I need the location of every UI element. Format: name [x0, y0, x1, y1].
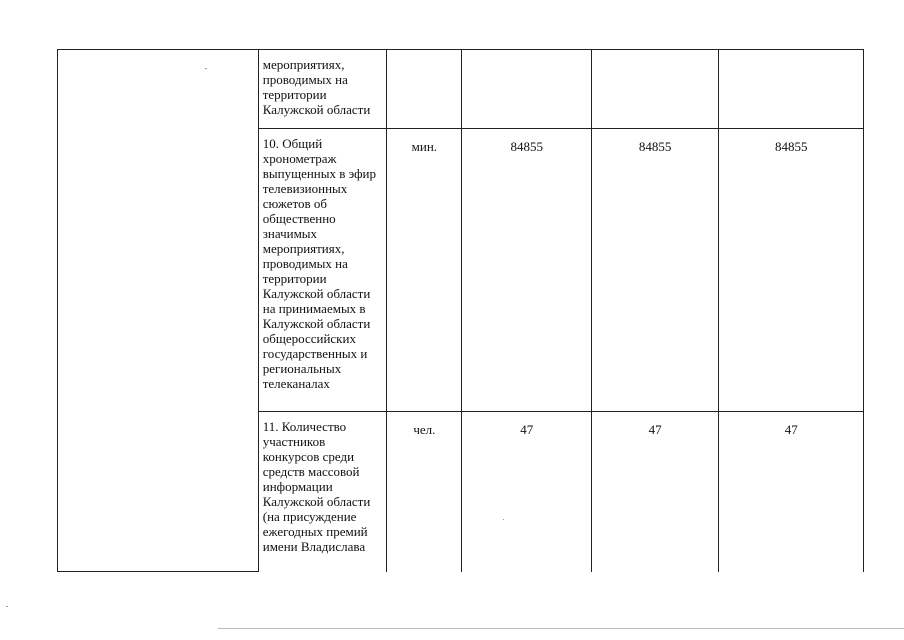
indicator-name-line: (на присуждение	[262, 509, 357, 524]
indicator-name-line: Калужской области	[262, 102, 371, 117]
indicator-name-line: региональных	[262, 361, 342, 376]
indicator-name-line: Калужской области	[262, 316, 371, 331]
unit-cell: чел.	[387, 412, 462, 572]
indicator-name-cell	[258, 50, 386, 129]
scan-edge-line	[218, 628, 904, 629]
indicator-name-line: общественно	[262, 211, 336, 226]
merged-left-cell	[58, 50, 259, 572]
indicator-name-line: на принимаемых в	[262, 301, 366, 316]
indicator-name-line: хронометраж	[262, 151, 337, 166]
indicator-name-line: конкурсов среди	[262, 449, 355, 464]
indicator-name-line: территории	[262, 271, 327, 286]
indicator-name-line: сюжетов об	[262, 196, 327, 211]
value-cell	[719, 50, 864, 129]
table-row	[58, 50, 864, 129]
indicator-name-line: имени Владислава	[262, 539, 366, 554]
indicator-name-line: значимых	[262, 226, 318, 241]
indicator-table	[57, 49, 864, 572]
indicator-name-line: мероприятиях,	[262, 57, 345, 72]
indicator-name-line: Калужской области	[262, 286, 371, 301]
value-cell: 84855	[462, 129, 591, 412]
value-cell	[462, 50, 591, 129]
indicator-name-line: средств массовой	[262, 464, 360, 479]
indicator-name-line: 10. Общий	[262, 136, 323, 151]
indicator-name-line: мероприятиях,	[262, 241, 345, 256]
value-cell: 47	[462, 412, 591, 572]
value-cell: 47	[719, 412, 864, 572]
indicator-name-line: телевизионных	[262, 181, 348, 196]
indicator-name-line: государственных и	[262, 346, 368, 361]
unit-cell	[387, 50, 462, 129]
indicator-name-line: проводимых на	[262, 72, 348, 87]
indicator-name-line: Калужской области	[262, 494, 371, 509]
indicator-name-line: участников	[262, 434, 326, 449]
unit-cell: мин.	[387, 129, 462, 412]
indicator-name-line: 11. Количество	[262, 419, 347, 434]
indicator-name-cell	[258, 129, 386, 412]
scan-speck	[6, 606, 8, 607]
indicator-name-line: телеканалах	[262, 376, 330, 391]
indicator-name-line: общероссийских	[262, 331, 356, 346]
scan-speck	[503, 519, 504, 520]
indicator-name-line: информации	[262, 479, 333, 494]
value-cell: 84855	[719, 129, 864, 412]
indicator-name-line: ежегодных премий	[262, 524, 368, 539]
indicator-name-line: проводимых на	[262, 256, 348, 271]
scan-speck	[205, 68, 207, 69]
indicator-name-line: выпущенных в эфир	[262, 166, 377, 181]
indicator-name-cell	[258, 412, 386, 572]
value-cell: 84855	[591, 129, 718, 412]
value-cell	[591, 50, 718, 129]
value-cell: 47	[591, 412, 718, 572]
indicator-name-line: территории	[262, 87, 327, 102]
